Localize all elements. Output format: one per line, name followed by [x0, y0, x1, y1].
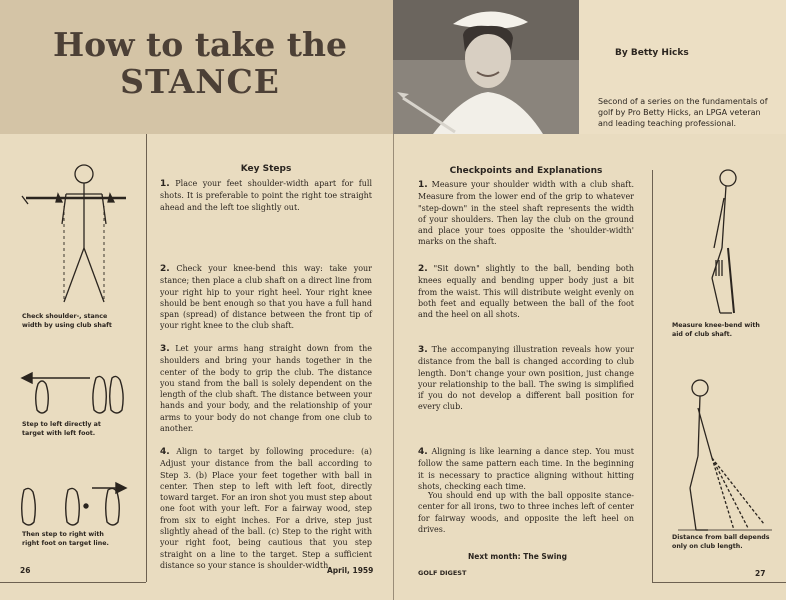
page-gutter — [393, 134, 394, 600]
magazine-name: GOLF DIGEST — [418, 569, 467, 577]
next-month-note: Next month: The Swing — [468, 552, 568, 561]
caption-knee-bend: Measure knee-bend with aid of club shaft. — [672, 322, 760, 338]
footer-rule — [652, 582, 786, 583]
checkpoint-4-number: 4. — [418, 447, 428, 457]
key-step-4 — [160, 446, 372, 571]
checkpoint-3-text: The accompanying illustration reveals how your distance from the ball is changed according to club length. Don't change your own position, just change your relationship to the ball. The swing is simplified if you do not develop a different ball position for every club. — [418, 345, 634, 412]
column-rule — [146, 134, 147, 582]
checkpoint-1 — [418, 179, 634, 248]
author-photo — [393, 0, 579, 134]
key-step-1 — [160, 178, 372, 213]
shoulder-figure — [18, 160, 130, 310]
key-step-4-text: Align to target by following procedure: (a) Adjust your distance from the ball according to Step 3. (b) Place your feet together with ball in center. Then step to left with left foot, directly toward target. For an iron shot you must step about one foot with your left. For a fairway wood, step from six to eight inches. For a drive, step just slightly ahead of the ball. (c) Step to the right with your right foot, being cautious that you step straight on a line to the target. Step a sufficient distance so your stance is shoulder-width. — [160, 447, 372, 570]
caption-distance: Distance from ball depends only on club length. — [672, 534, 770, 550]
key-step-3-text: Let your arms hang straight down from the shoulders and bring your hands together in the center of the body to grip the club. The distance you stand from the ball is solely dependent on the length of the club shaft. The distance between your hands and your body, and the relationship of your arms to your body do not change from one club to another. — [160, 344, 372, 434]
key-step-3-number: 3. — [160, 344, 170, 354]
key-steps-heading: Key Steps — [240, 164, 292, 174]
knee-bend-figure — [680, 168, 770, 318]
byline: By Betty Hicks — [615, 48, 689, 58]
checkpoints-heading: Checkpoints and Explanations — [449, 166, 603, 176]
caption-shoulder: Check shoulder-, stance width by using club shaft — [22, 313, 112, 329]
page-title — [20, 25, 380, 101]
checkpoint-3-number: 3. — [418, 345, 428, 355]
checkpoint-4 — [418, 446, 634, 492]
caption-step-left: Step to left directly at target with left foot. — [22, 421, 101, 437]
title-line-2: STANCE — [120, 62, 280, 101]
key-step-1-number: 1. — [160, 179, 170, 189]
page-number-left: 26 — [20, 566, 31, 575]
column-rule — [652, 170, 653, 582]
page-number-right: 27 — [755, 569, 766, 578]
checkpoint-4-text: Aligning is like learning a dance step. You must follow the same pattern each time. In the beginning it is necessary to practice aligning without hitting shots, checking each time. — [418, 447, 634, 491]
checkpoint-1-number: 1. — [418, 180, 428, 190]
footer-rule — [0, 582, 146, 583]
checkpoint-2-text: "Sit down" slightly to the ball, bending both knees equally and bending upper body just a bit from the waist. This will distribute weight evenly on both feet and equally between the ball of the foot and the heel on all shots. — [418, 264, 635, 320]
checkpoint-2 — [418, 263, 634, 320]
key-step-2-text: Check your knee-bend this way: take your stance; then place a club shaft on a direct line from your right hip to your right heel. Your right knee should be bent enough so that you have a full hand span (spread) of distance between the front tip of your right knee to the club shaft. — [160, 264, 373, 331]
caption-step-right: Then step to right with right foot on target line. — [22, 531, 109, 547]
key-step-3 — [160, 343, 372, 434]
step-left-figure — [20, 370, 130, 420]
key-step-2-number: 2. — [160, 264, 170, 274]
checkpoint-1-text: Measure your shoulder width with a club shaft. Measure from the lower end of the grip to whatever "step-down" in the steel shaft represents the width of your shoulders. Then lay the club on the ground and place your toes opposite the 'shoulder-width' marks on the shaft. — [418, 180, 635, 247]
intro-text: Second of a series on the fundamentals of golf by Pro Betty Hicks, an LPGA veteran and leading teaching professional. — [598, 97, 768, 128]
checkpoint-closing: You should end up with the ball opposite stance-center for all irons, two to three inches left of center for fairway woods, and opposite the left heel on drives. — [418, 491, 634, 534]
key-step-1-text: Place your feet shoulder-width apart for full shots. It is preferable to point the right toe straight ahead and the left toe slightly out. — [160, 179, 373, 212]
title-line-1: How to take the — [52, 25, 348, 64]
step-right-figure — [18, 482, 130, 532]
checkpoint-3 — [418, 344, 634, 413]
key-step-4-number: 4. — [160, 447, 170, 457]
ball-distance-figure — [672, 378, 778, 538]
issue-date: April, 1959 — [327, 566, 374, 575]
key-step-2 — [160, 263, 372, 332]
checkpoint-2-number: 2. — [418, 264, 428, 274]
